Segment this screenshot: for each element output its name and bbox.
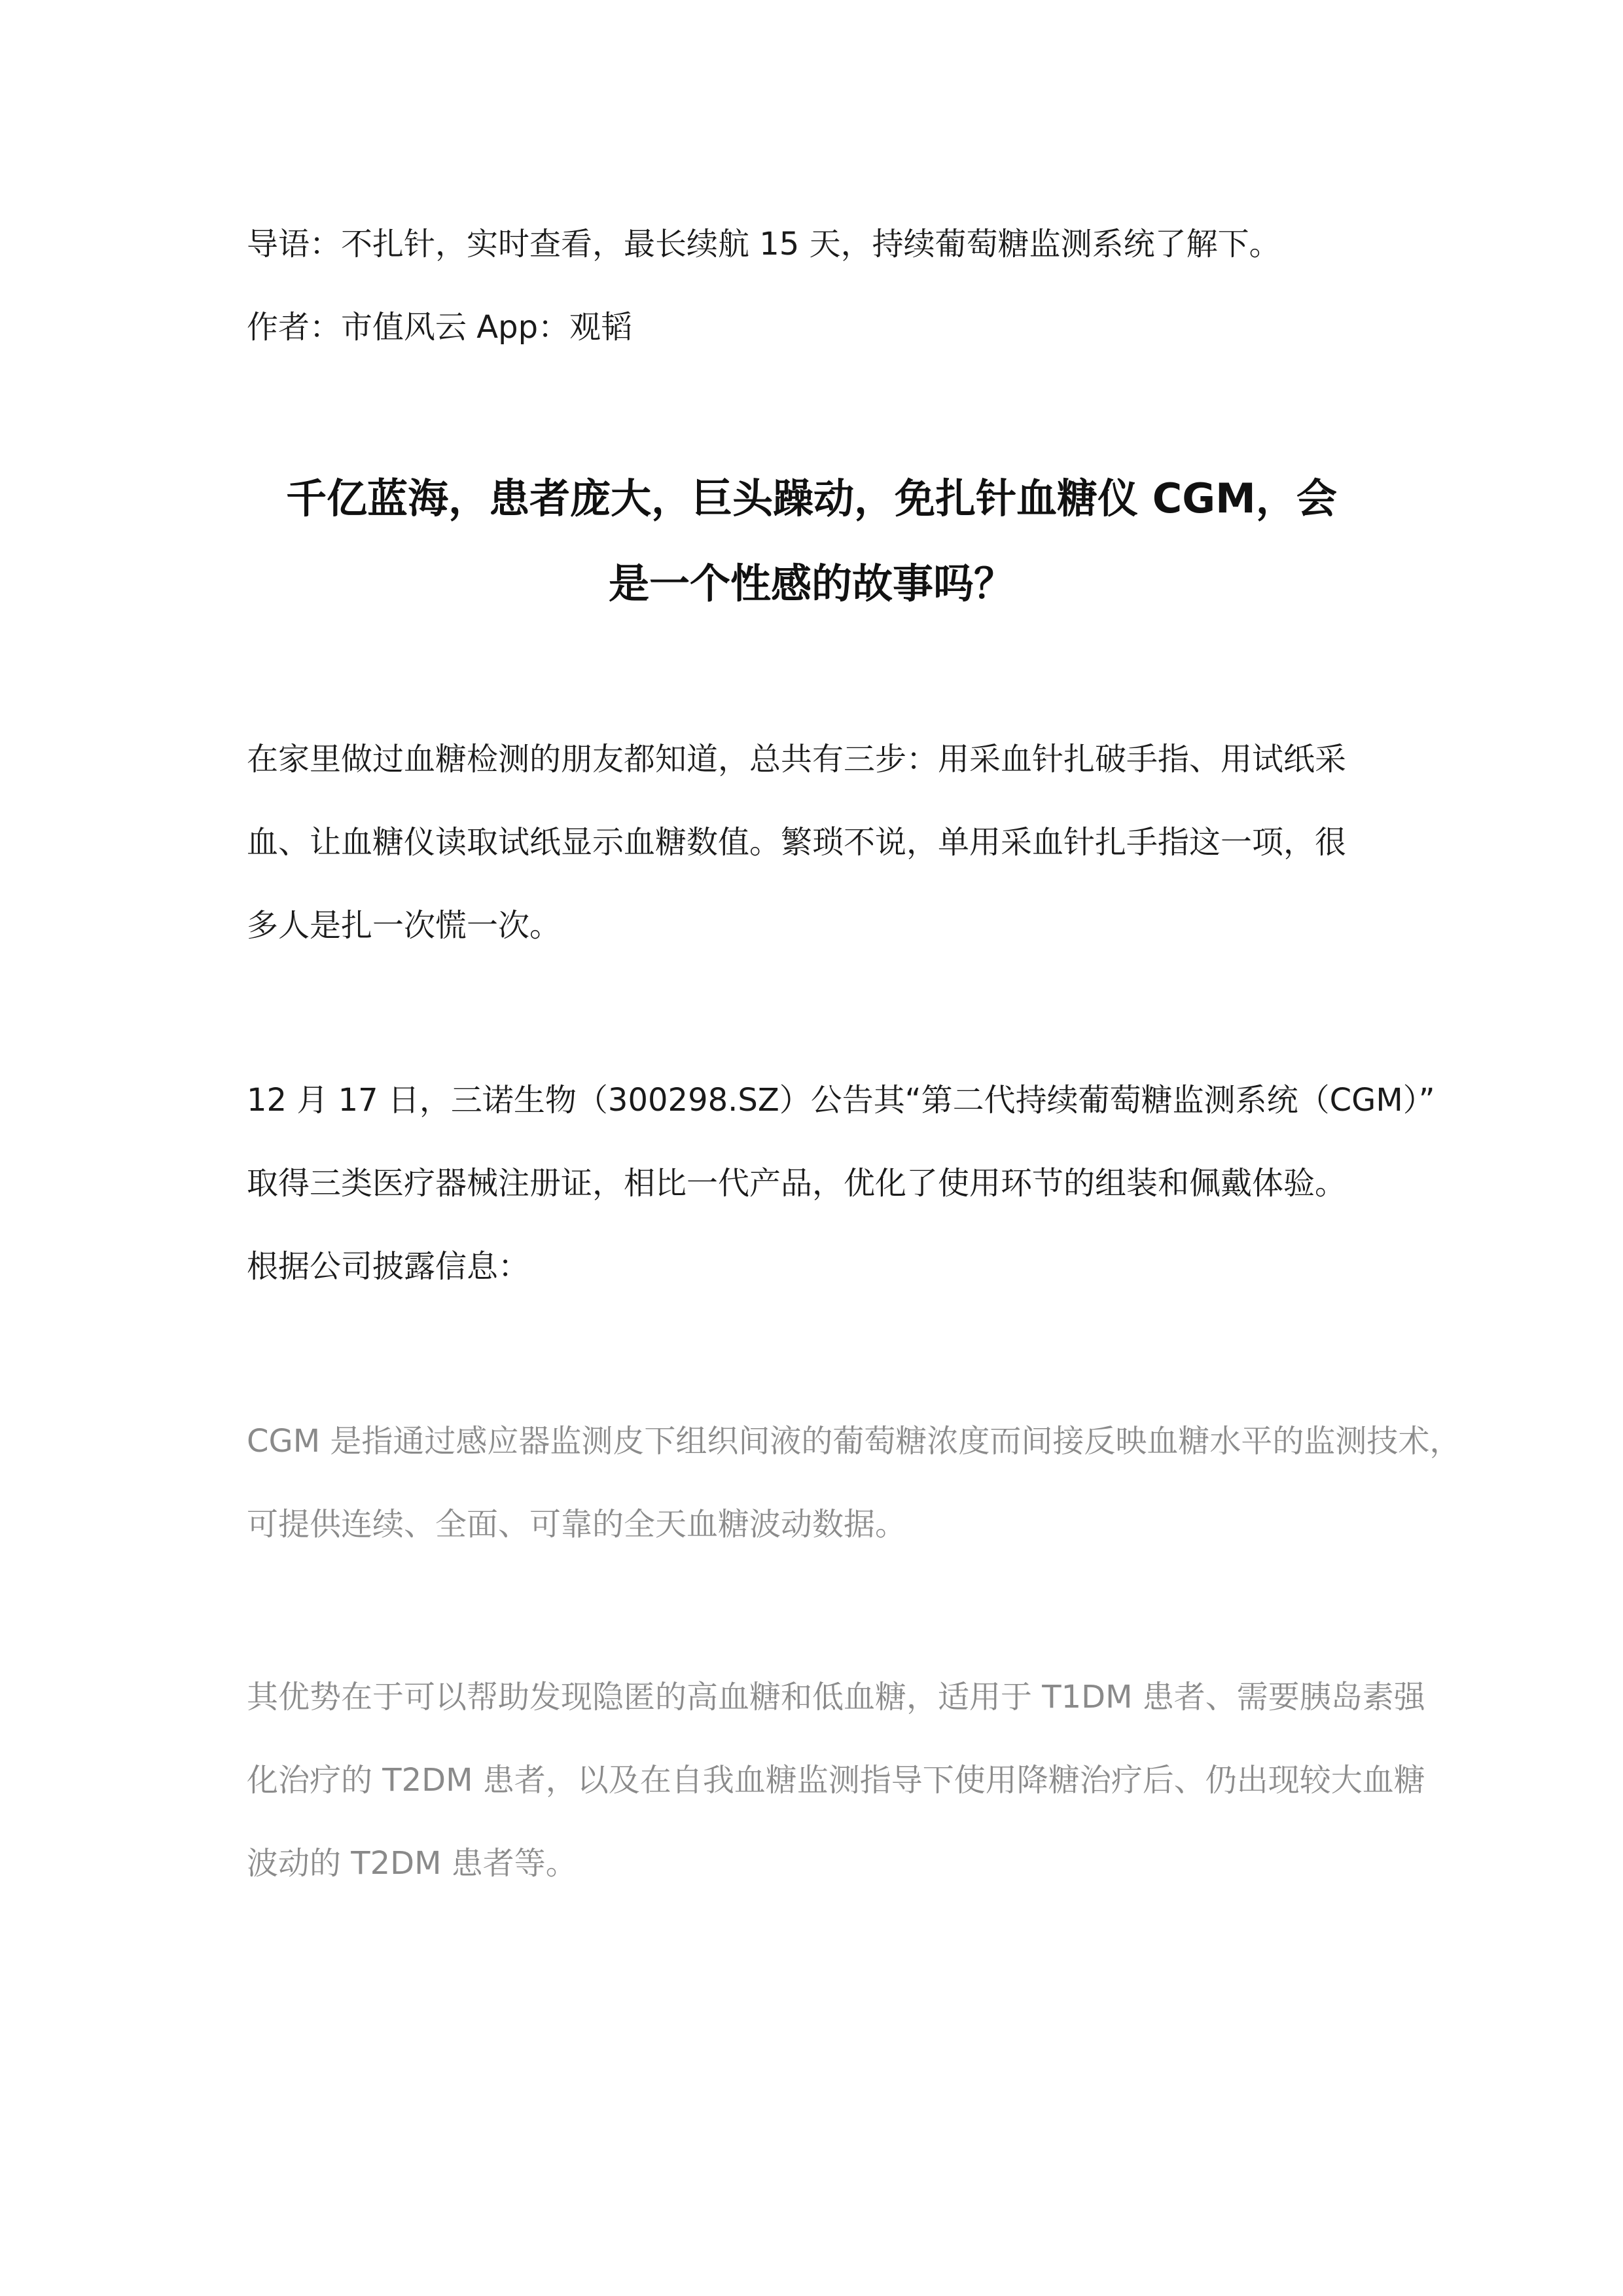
quote-line: 可提供连续、全面、可靠的全天血糖波动数据。 <box>247 1506 907 1543</box>
author-line: 作者：市值风云 App：观韬 <box>247 309 633 346</box>
paragraph-line: 多人是扎一次慌一次。 <box>247 907 562 944</box>
paragraph-line: 根据公司披露信息： <box>247 1248 530 1285</box>
paragraph-line: 血、让血糖仪读取试纸显示血糖数值。繁琐不说，单用采血针扎手指这一项，很 <box>247 824 1347 861</box>
article-title-line-1: 千亿蓝海，患者庞大，巨头躁动，免扎针血糖仪 CGM，会 <box>286 475 1337 522</box>
quote-line: 化治疗的 T2DM 患者，以及在自我血糖监测指导下使用降糖治疗后、仍出现较大血糖 <box>247 1762 1425 1799</box>
paragraph-line: 12 月 17 日，三诺生物（300298.SZ）公告其“第二代持续葡萄糖监测系统（CGM）” <box>247 1082 1435 1119</box>
paragraph-line: 在家里做过血糖检测的朋友都知道，总共有三步：用采血针扎破手指、用试纸采 <box>247 741 1347 778</box>
quote-line: 其优势在于可以帮助发现隐匿的高血糖和低血糖，适用于 T1DM 患者、需要胰岛素强 <box>247 1679 1425 1715</box>
lead-intro: 导语：不扎针，实时查看，最长续航 15 天，持续葡萄糖监测系统了解下。 <box>247 226 1281 262</box>
article-title-line-2: 是一个性感的故事吗？ <box>608 560 1014 607</box>
paragraph-line: 取得三类医疗器械注册证，相比一代产品，优化了使用环节的组装和佩戴体验。 <box>247 1165 1347 1202</box>
quote-line: 波动的 T2DM 患者等。 <box>247 1845 577 1882</box>
quote-line: CGM 是指通过感应器监测皮下组织间液的葡萄糖浓度而间接反映血糖水平的监测技术， <box>247 1423 1461 1460</box>
